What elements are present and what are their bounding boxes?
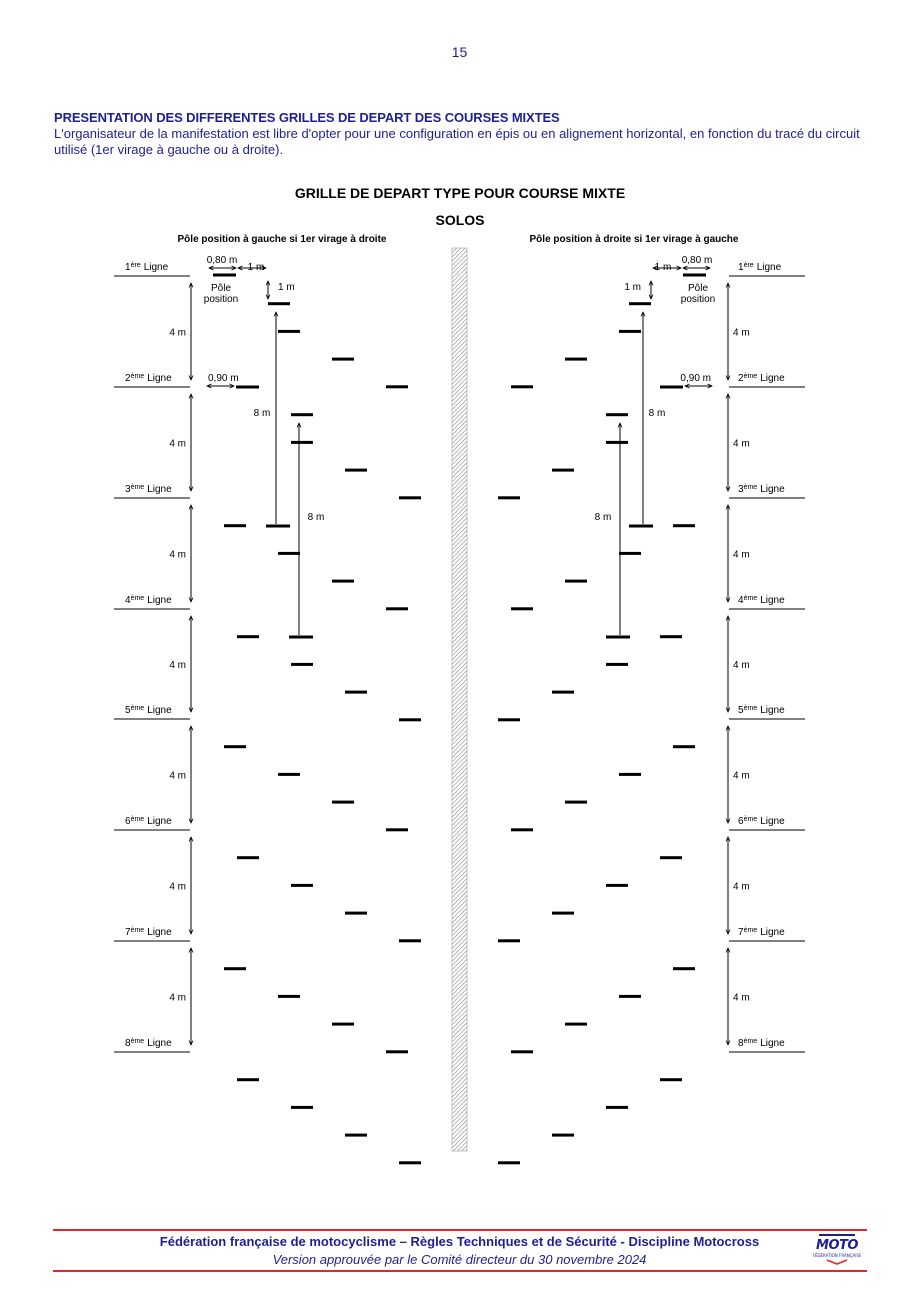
left-start-slot-r6-s2 (291, 884, 313, 887)
right-start-slot-r1-s2 (619, 330, 641, 333)
left-ligne-label-3: 3ème Ligne (125, 484, 172, 495)
left-grid (114, 255, 421, 1164)
right-dim-4m-label-4: 4 m (733, 660, 750, 671)
right-start-slot-r7-s4 (511, 1050, 533, 1053)
right-start-slot-r8-s3 (552, 1134, 574, 1137)
left-start-slot-r7-s3 (332, 1023, 354, 1026)
left-start-slot-r7-s4 (386, 1050, 408, 1053)
right-ligne-label-3: 3ème Ligne (738, 484, 785, 495)
left-start-slot-r3-s1 (224, 524, 246, 527)
right-grid (498, 255, 805, 1164)
right-ligne-label-6: 6ème Ligne (738, 816, 785, 827)
right-start-slot-r2-s3 (552, 469, 574, 472)
left-dim-4m-label-1: 4 m (169, 327, 186, 339)
left-start-slot-r8-s2 (291, 1106, 313, 1109)
left-dim-4m-label-6: 4 m (169, 881, 186, 893)
right-dim-4m-label-6: 4 m (733, 881, 750, 893)
left-ligne-label-5: 5ème Ligne (125, 705, 172, 716)
footer-subtitle: Version approuvée par le Comité directeur du 30 novembre 2024 (272, 1252, 647, 1267)
right-dim-4m-label-7: 4 m (733, 992, 750, 1004)
right-dim-090-label: 0,90 m (680, 373, 711, 384)
left-start-slot-r2-s4 (399, 496, 421, 499)
right-start-slot-r1-s1 (629, 302, 651, 305)
center-divider (452, 248, 467, 1151)
section-title: PRESENTATION DES DIFFERENTES GRILLES DE DEPART DES COURSES MIXTES (54, 110, 560, 125)
right-start-slot-r3-s1 (673, 524, 695, 527)
logo-caption: FÉDÉRATION FRANÇAISE (813, 1253, 861, 1258)
right-start-slot-r7-s2 (619, 995, 641, 998)
right-dim-4m-label-2: 4 m (733, 438, 750, 450)
right-dim-8m-label-1: 8 m (648, 408, 666, 419)
right-start-slot-r6-s4 (498, 939, 520, 942)
right-ligne-label-7: 7ème Ligne (738, 927, 785, 938)
right-row1-slot-line (683, 274, 706, 277)
right-row2-offset-slot (660, 386, 683, 389)
left-start-slot-r7-s1 (224, 967, 246, 970)
right-start-slot-r3-s2 (619, 552, 641, 555)
left-start-slot-r6-s4 (399, 939, 421, 942)
left-start-slot-r5-s1 (224, 745, 246, 748)
right-pole-label-2: position (680, 294, 716, 305)
right-start-slot-r7-s3 (565, 1023, 587, 1026)
right-ligne-label-8: 8ème Ligne (738, 1038, 785, 1049)
left-dim-4m-label-5: 4 m (169, 770, 186, 782)
left-start-slot-r4-s4 (399, 718, 421, 721)
right-heading: Pôle position à droite si 1er virage à gauche (529, 234, 739, 245)
right-dim-1m-horiz-label: 1 m (654, 262, 672, 273)
left-ligne-label-4: 4ème Ligne (125, 595, 172, 606)
right-start-slot-r8-s4 (498, 1161, 520, 1164)
footer-bottom-rule (53, 1270, 867, 1272)
right-start-slot-r3-s4 (511, 607, 533, 610)
right-8m-arrow-1-base (629, 525, 653, 528)
right-dim-080-label: 0,80 m (681, 255, 713, 266)
left-start-slot-r1-s2 (278, 330, 300, 333)
left-dim-4m-label-4: 4 m (169, 660, 186, 671)
left-pole-label-2: position (203, 294, 239, 305)
right-start-slot-r3-s3 (565, 580, 587, 583)
right-dim-4m-label-3: 4 m (733, 549, 750, 561)
right-start-slot-r4-s2 (606, 663, 628, 666)
right-start-slot-r4-s1 (660, 635, 682, 638)
right-start-slot-r6-s1 (660, 856, 682, 859)
right-start-slot-r4-s3 (552, 691, 574, 694)
left-ligne-label-2: 2ème Ligne (125, 373, 172, 384)
left-ligne-label-7: 7ème Ligne (125, 927, 172, 938)
right-ligne-label-2: 2ème Ligne (738, 373, 785, 384)
left-start-slot-r5-s4 (386, 828, 408, 831)
left-8m-arrow-2-base (289, 636, 313, 639)
left-start-slot-r3-s3 (332, 580, 354, 583)
diagram-title: GRILLE DE DEPART TYPE POUR COURSE MIXTE (294, 185, 626, 201)
right-ligne-label-1: 1ère Ligne (738, 262, 782, 273)
left-ligne-label-1: 1ère Ligne (125, 262, 169, 273)
left-start-slot-r6-s1 (237, 856, 259, 859)
left-start-slot-r5-s2 (278, 773, 300, 776)
starting-grid-diagram (0, 175, 919, 1165)
left-dim-080-label: 0,80 m (206, 255, 238, 266)
right-dim-4m-label-5: 4 m (733, 770, 750, 782)
right-start-slot-r1-s4 (511, 385, 533, 388)
left-start-slot-r2-s2 (291, 441, 313, 444)
left-start-slot-r5-s3 (332, 801, 354, 804)
right-dim-4m-label-1: 4 m (733, 327, 750, 339)
left-8m-arrow-1-base (266, 525, 290, 528)
left-heading: Pôle position à gauche si 1er virage à droite (177, 234, 387, 245)
left-dim-4m-label-2: 4 m (169, 438, 186, 450)
left-start-slot-r4-s3 (345, 691, 367, 694)
right-start-slot-r2-s2 (606, 441, 628, 444)
left-start-slot-r1-s1 (268, 302, 290, 305)
left-start-slot-r7-s2 (278, 995, 300, 998)
right-pole-label-1: Pôle (687, 283, 709, 294)
right-start-slot-r2-s1 (606, 413, 628, 416)
left-dim-8m-label-1: 8 m (253, 408, 271, 419)
ffm-moto-logo (813, 1233, 861, 1267)
left-dim-4m-label-3: 4 m (169, 549, 186, 561)
left-start-slot-r4-s2 (291, 663, 313, 666)
diagram-subtitle: SOLOS (435, 212, 485, 228)
left-start-slot-r4-s1 (237, 635, 259, 638)
right-start-slot-r5-s4 (511, 828, 533, 831)
left-start-slot-r3-s2 (278, 552, 300, 555)
right-start-slot-r6-s2 (606, 884, 628, 887)
left-pole-label-1: Pôle (210, 283, 232, 294)
left-row1-slot-line (213, 274, 236, 277)
right-start-slot-r8-s1 (660, 1078, 682, 1081)
logo-text: MOTO (816, 1238, 858, 1253)
left-start-slot-r1-s4 (386, 385, 408, 388)
left-start-slot-r2-s1 (291, 413, 313, 416)
left-dim-090-label: 0,90 m (208, 373, 239, 384)
left-dim-8m-label-2: 8 m (307, 512, 325, 523)
right-start-slot-r4-s4 (498, 718, 520, 721)
right-start-slot-r5-s2 (619, 773, 641, 776)
right-start-slot-r5-s3 (565, 801, 587, 804)
left-row2-offset-slot (236, 386, 259, 389)
right-ligne-label-5: 5ème Ligne (738, 705, 785, 716)
right-start-slot-r1-s3 (565, 358, 587, 361)
left-start-slot-r8-s4 (399, 1161, 421, 1164)
left-ligne-label-8: 8ème Ligne (125, 1038, 172, 1049)
right-dim-1m-vert-label: 1 m (624, 282, 641, 293)
right-8m-arrow-2-base (606, 636, 630, 639)
left-dim-1m-horiz-label: 1 m (247, 262, 265, 273)
right-ligne-label-4: 4ème Ligne (738, 595, 785, 606)
right-start-slot-r5-s1 (673, 745, 695, 748)
left-start-slot-r1-s3 (332, 358, 354, 361)
right-start-slot-r8-s2 (606, 1106, 628, 1109)
right-start-slot-r7-s1 (673, 967, 695, 970)
left-ligne-label-6: 6ème Ligne (125, 816, 172, 827)
left-dim-4m-label-7: 4 m (169, 992, 186, 1004)
left-start-slot-r8-s3 (345, 1134, 367, 1137)
left-dim-1m-vert-label: 1 m (278, 282, 295, 293)
left-start-slot-r8-s1 (237, 1078, 259, 1081)
page-number: 15 (451, 44, 468, 60)
footer-title: Fédération française de motocyclisme – Règles Techniques et de Sécurité - Discipline Motocross (159, 1234, 760, 1249)
right-dim-8m-label-2: 8 m (594, 512, 612, 523)
right-start-slot-r2-s4 (498, 496, 520, 499)
right-start-slot-r6-s3 (552, 912, 574, 915)
left-start-slot-r2-s3 (345, 469, 367, 472)
footer-top-rule (53, 1229, 867, 1231)
left-start-slot-r3-s4 (386, 607, 408, 610)
left-start-slot-r6-s3 (345, 912, 367, 915)
intro-paragraph: L'organisateur de la manifestation est libre d'opter pour une configuration en épis ou en alignement horizontal, en fonction du tracé du circuit utilisé (1er virage à gauche ou à droite). (54, 126, 860, 157)
